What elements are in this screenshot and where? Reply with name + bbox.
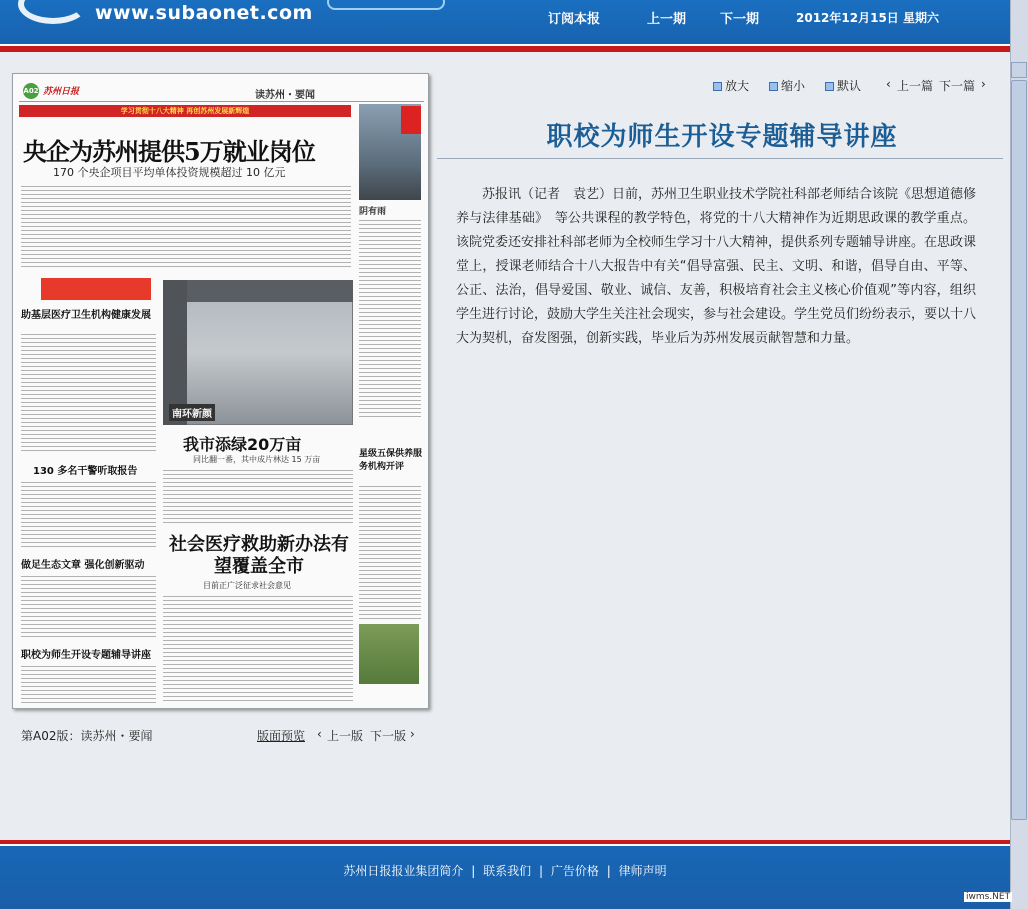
site-url[interactable]: www.subaonet.com [95,2,313,24]
footer-separator: | [538,864,544,878]
article-body: 苏报讯（记者 袁艺）日前，苏州卫生职业技术学院社科部老师结合该院《思想道德修养与法律基础》 等公共课程的教学特色，将党的十八大精神作为近期思政课的教学重点。该院党委还安排社科部老师为全校师生学习十八大精神，提供系列专题辅导讲座。在思政课堂上，授课老师结合十八大报告中有关“倡导富强、民主、文明、和谐，倡导自由、平等、公正、法治，倡导爱国、敬业、诚信、友善，积极培育社会主义核心价值观”等内容，组织学生进行讨论，鼓励大学生关注社会现实，参与社会建设。学生党员们纷纷表示，要以十八大为契机，奋发图强，创新实践，毕业后为苏州发展贡献智慧和力量。 [456,187,977,346]
zoom-in-button[interactable] [713,77,749,94]
next-article-arrow-icon[interactable]: › [981,77,986,91]
default-size-icon [825,82,834,91]
prev-article-arrow-icon[interactable]: ‹ [886,77,891,91]
paper-head-police[interactable]: 130 多名干警听取报告 [33,466,138,477]
footer-separator: | [471,864,476,878]
paper-photo-beam [163,280,353,302]
paper-head-school[interactable]: 职校为师生开设专题辅导讲座 [21,650,151,661]
default-size-button[interactable] [825,77,861,94]
paper-main-subhead: 170 个央企项目平均单体投资规模超过 10 亿元 [53,166,286,179]
article-title-divider [437,158,1003,159]
zoom-out-label: 缩小 [781,79,806,93]
paper-side-photo-2 [359,624,419,684]
paper-text-block [163,468,353,524]
paper-head-eco[interactable]: 做足生态文章 强化创新驱动 [21,560,145,571]
page-preview-link[interactable]: 版面预览 [257,729,306,743]
paper-masthead [19,80,424,102]
prev-article-link[interactable]: 上一篇 [897,79,934,93]
footer-link-about[interactable]: 苏州日报报业集团简介 [343,864,464,878]
paper-text-block [21,574,156,640]
footer-link-contact[interactable]: 联系我们 [483,864,532,878]
footer-separator: | [606,864,611,878]
paper-text-block [359,484,421,620]
prev-issue-link[interactable]: 上一期 [647,12,687,27]
footer-link-legal[interactable]: 律师声明 [618,864,667,878]
next-page-arrow-icon[interactable]: › [410,727,415,741]
newspaper-page-preview[interactable] [12,73,429,709]
paper-big-subhead: 目前正广泛征求社会意见 [203,581,291,590]
paper-head-health[interactable]: 助基层医疗卫生机构健康发展 [21,310,151,321]
paper-banner: 学习贯彻十八大精神 再创苏州发展新辉煌 [19,105,351,117]
article-title: 职校为师生开设专题辅导讲座 [546,122,898,152]
header-search-box[interactable] [327,0,445,10]
watermark: iwms.NET [966,892,1011,902]
paper-text-block [359,218,421,418]
zoom-in-icon [713,82,722,91]
header-red-stripe [0,44,1028,52]
next-article-link[interactable]: 下一篇 [939,79,976,93]
paper-section-title: 读苏州・要闻 [255,90,315,101]
prev-page-arrow-icon[interactable]: ‹ [317,727,322,741]
paper-name: 苏州日报 [43,87,80,97]
paper-text-block [21,332,156,452]
scrollbar-thumb[interactable] [1011,80,1027,820]
prev-page-link[interactable]: 上一版 [327,729,364,743]
paper-side-headline[interactable]: 星级五保供养服务机构开评 [359,449,423,472]
paper-big-headline[interactable]: 社会医疗救助新办法有望覆盖全市 [169,534,349,577]
paper-red-box [41,278,151,300]
paper-text-block [21,480,156,548]
subscribe-link[interactable]: 订阅本报 [548,12,601,27]
footer-links [0,862,1010,879]
page-section-label: 第A02版：读苏州・要闻 [21,729,153,743]
paper-photo-caption: 南环新颜 [169,404,215,421]
page-number-badge: A02 [23,83,39,99]
paper-side-tag [401,106,421,134]
paper-weather: 阴有雨 [359,207,387,217]
issue-date: 2012年12月15日 星期六 [796,11,939,25]
scroll-up-arrow-icon[interactable] [1011,62,1027,78]
footer-link-ad-price[interactable]: 广告价格 [550,864,599,878]
default-size-label: 默认 [837,79,862,93]
zoom-in-label: 放大 [725,79,750,93]
next-page-link[interactable]: 下一版 [370,729,407,743]
zoom-out-button[interactable] [769,77,805,94]
paper-text-block [163,594,353,704]
paper-text-block [21,664,156,704]
next-issue-link[interactable]: 下一期 [720,12,760,27]
paper-text-block [21,184,351,270]
paper-mid-headline[interactable]: 我市添绿20万亩 [183,435,302,454]
paper-main-headline[interactable]: 央企为苏州提供5万就业岗位 [23,137,315,166]
paper-mid-subhead: 同比翻一番，其中成片林达 15 万亩 [193,455,321,464]
zoom-out-icon [769,82,778,91]
